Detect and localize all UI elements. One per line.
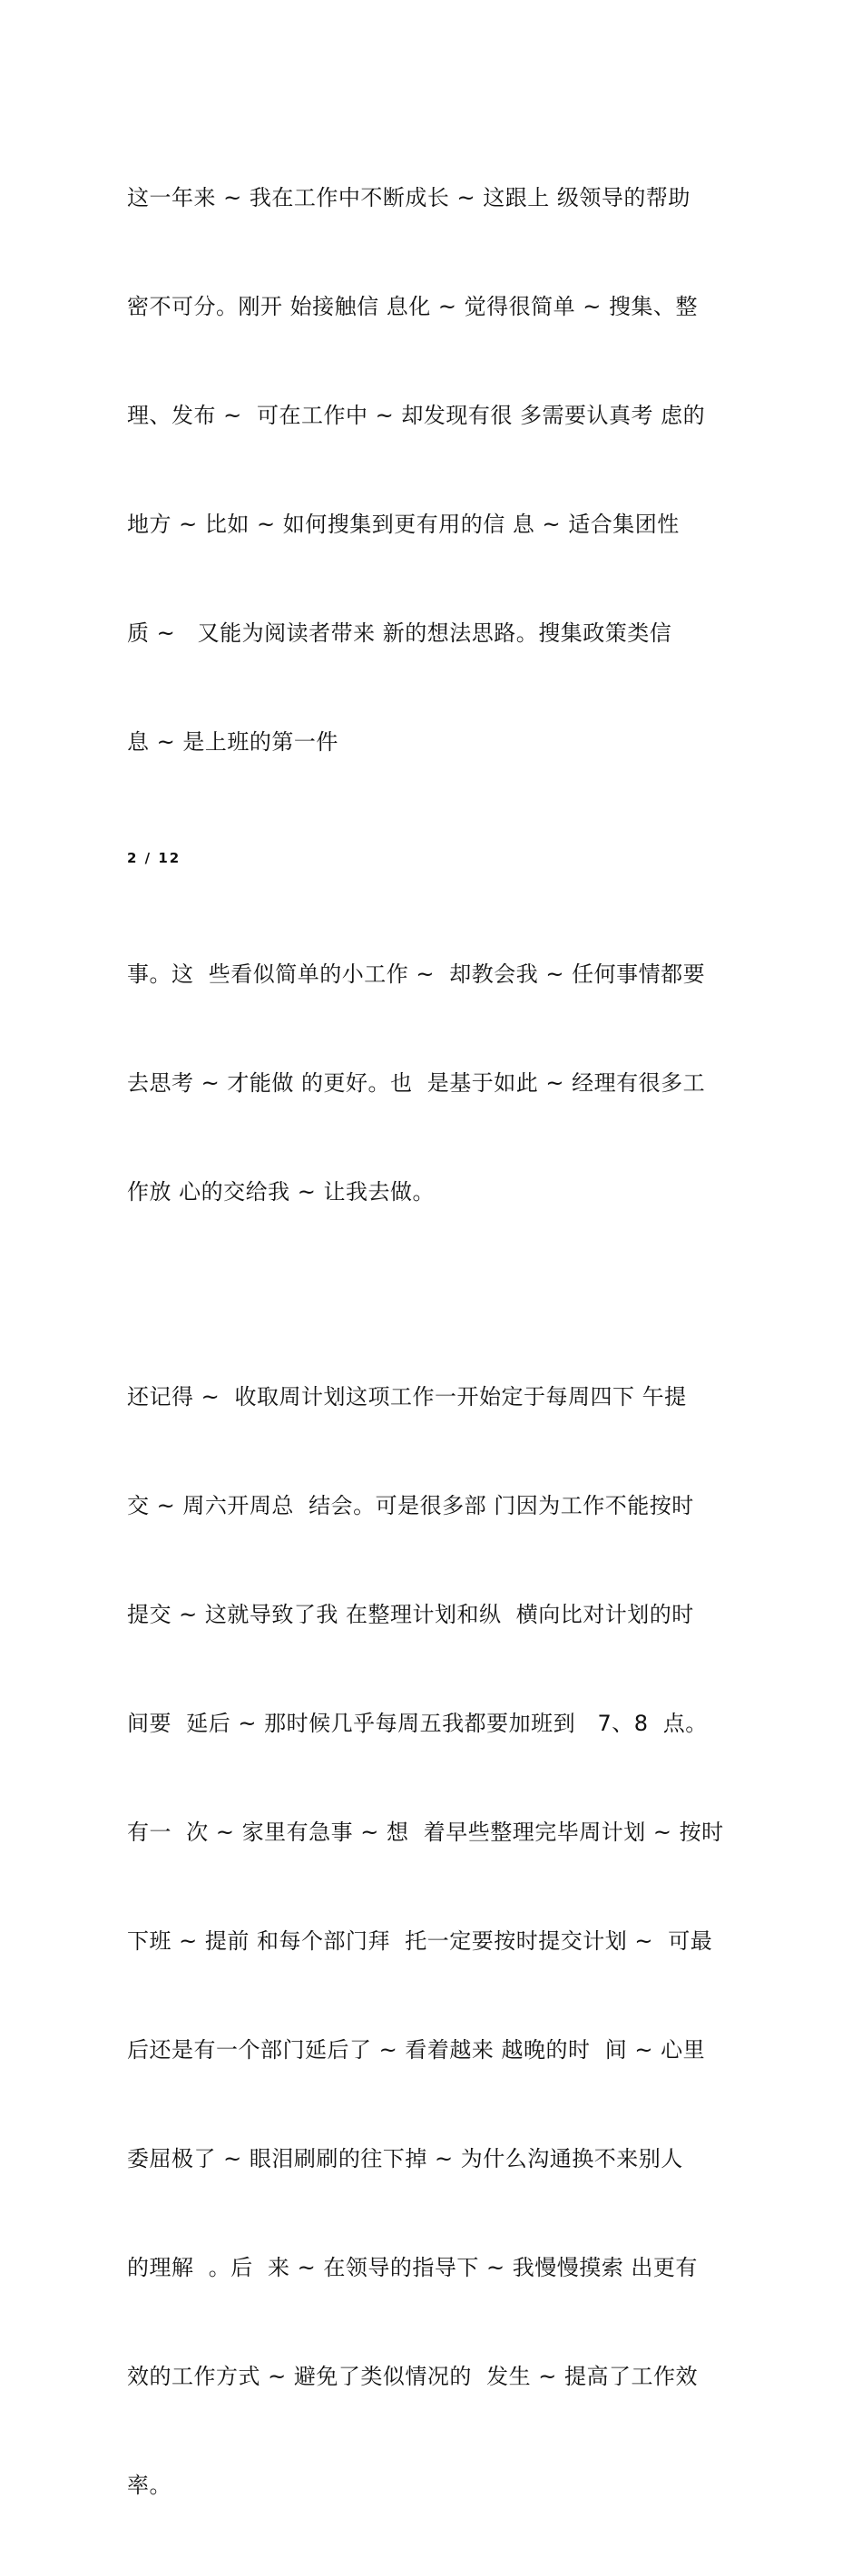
text-line: 间要 延后 ~ 那时候几乎每周五我都要加班到 7、8 点。 xyxy=(127,1711,708,1736)
text-line: 效的工作方式 ~ 避免了类似情况的 发生 ~ 提高了工作效 xyxy=(127,2364,698,2389)
text-line: 质 ~ 又能为阅读者带来 新的想法思路。搜集政策类信 xyxy=(127,620,672,646)
text-line: 率。 xyxy=(127,2473,171,2498)
text-line: 的理解 。后 来 ~ 在领导的指导下 ~ 我慢慢摸索 出更有 xyxy=(127,2255,698,2280)
paragraph-3 xyxy=(127,1306,753,2576)
text-line: 事。这 些看似简单的小工作 ~ 却教会我 ~ 任何事情都要 xyxy=(127,961,706,987)
paragraph-1 xyxy=(127,107,753,833)
text-line: 下班 ~ 提前 和每个部门拜 托一定要按时提交计划 ~ 可最 xyxy=(127,1928,713,1954)
page-number: 2 / 12 xyxy=(127,850,181,866)
text-line: 交 ~ 周六开周总 结会。可是很多部 门因为工作不能按时 xyxy=(127,1493,694,1518)
text-line: 还记得 ~ 收取周计划这项工作一开始定于每周四下 午提 xyxy=(127,1384,687,1410)
text-line: 委屈极了 ~ 眼泪刷刷的往下掉 ~ 为什么沟通换不来别人 xyxy=(127,2146,683,2171)
paragraph-2 xyxy=(127,883,753,1283)
text-line: 提交 ~ 这就导致了我 在整理计划和纵 横向比对计划的时 xyxy=(127,1602,694,1627)
document-page xyxy=(127,107,753,2576)
text-line: 理、发布 ~ 可在工作中 ~ 却发现有很 多需要认真考 虑的 xyxy=(127,403,706,428)
text-line: 这一年来 ~ 我在工作中不断成长 ~ 这跟上 级领导的帮助 xyxy=(127,185,691,210)
text-line: 去思考 ~ 才能做 的更好。也 是基于如此 ~ 经理有很多工 xyxy=(127,1070,706,1096)
text-line: 息 ~ 是上班的第一件 xyxy=(127,729,338,755)
text-line: 密不可分。刚开 始接触信 息化 ~ 觉得很简单 ~ 搜集、整 xyxy=(127,294,698,319)
text-line: 地方 ~ 比如 ~ 如何搜集到更有用的信 息 ~ 适合集团性 xyxy=(127,512,680,537)
text-line: 后还是有一个部门延后了 ~ 看着越来 越晚的时 间 ~ 心里 xyxy=(127,2037,706,2063)
paragraph-spacer xyxy=(127,1283,753,1306)
text-line: 有一 次 ~ 家里有急事 ~ 想 着早些整理完毕周计划 ~ 按时 xyxy=(127,1820,724,1845)
text-line: 作放 心的交给我 ~ 让我去做。 xyxy=(127,1179,435,1205)
